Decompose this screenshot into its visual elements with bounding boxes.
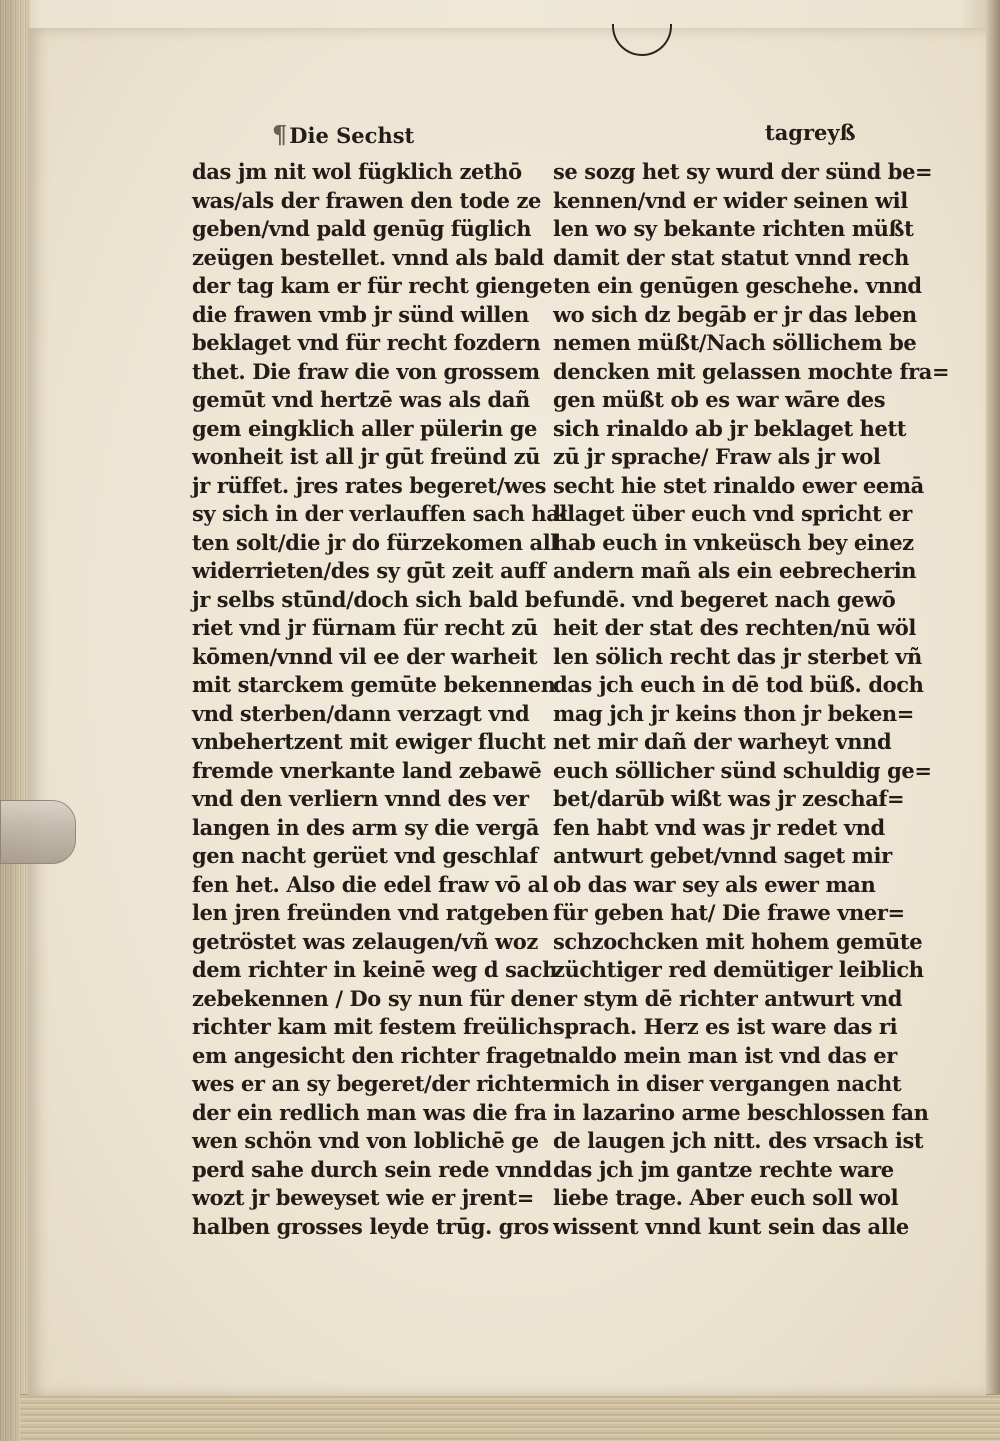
text-line: vnd den verliern vnnd des ver xyxy=(192,786,529,811)
page-tab-marker xyxy=(0,800,76,864)
right-text-column xyxy=(553,158,950,1241)
text-line: riet vnd jr fürnam für recht zū xyxy=(192,615,538,640)
text-line: das jch jm gantze rechte ware xyxy=(553,1156,894,1182)
text-line: naldo mein man ist vnd das er xyxy=(553,1042,897,1068)
text-line: gen nacht gerüet vnd geschlaf xyxy=(192,843,538,868)
text-line: mit starckem gemūte bekennen xyxy=(192,672,556,697)
text-line: er stym dē richter antwurt vnd xyxy=(553,985,903,1011)
text-line: kennen/vnd er wider seinen wil xyxy=(553,187,908,213)
text-line: wo sich dz begāb er jr das leben xyxy=(553,301,917,327)
text-line: secht hie stet rinaldo ewer eemā xyxy=(553,472,924,498)
text-line: liebe trage. Aber euch soll wol xyxy=(553,1185,899,1210)
text-line: was/als der frawen den tode ze xyxy=(192,187,542,213)
text-line: wissent vnnd kunt sein das alle xyxy=(553,1213,909,1239)
running-head-right: tagreyß xyxy=(765,120,856,145)
text-line: wes er an sy begeret/der richter xyxy=(192,1071,555,1096)
text-line: dencken mit gelassen mochte fra= xyxy=(553,358,950,384)
text-line: fremde vnerkante land zebawē xyxy=(192,757,542,783)
text-line: gem eingklich aller pülerin ge xyxy=(192,415,537,441)
text-line: der ein redlich man was die fra xyxy=(192,1099,547,1125)
text-line: mich in diser vergangen nacht xyxy=(553,1071,902,1096)
text-line: zeügen bestellet. vnnd als bald xyxy=(192,244,544,270)
text-line: andern mañ als ein eebrecherin xyxy=(553,558,917,583)
text-line: ten solt/die jr do fürzekomen all xyxy=(192,529,558,555)
book-page-edges-left xyxy=(0,0,30,1441)
text-line: halben grosses leyde trūg. gros xyxy=(192,1213,549,1239)
text-line: sy sich in der verlauffen sach hal xyxy=(192,501,568,526)
text-line: len jren freünden vnd ratgeben xyxy=(192,900,549,925)
text-line: hab euch in vnkeüsch bey einez xyxy=(553,529,914,555)
text-line: sprach. Herz es ist ware das ri xyxy=(553,1014,898,1039)
text-line: damit der stat statut vnnd rech xyxy=(553,244,909,270)
text-line: wozt jr beweyset wie er jrent= xyxy=(192,1185,534,1210)
text-line: antwurt gebet/vnnd saget mir xyxy=(553,843,892,868)
text-line: nemen müßt/Nach söllichem be xyxy=(553,330,917,355)
text-line: zebekennen / Do sy nun für den xyxy=(192,985,553,1011)
text-line: bet/darūb wißt was jr zeschaf= xyxy=(553,786,905,811)
running-head-left-text: Die Sechst xyxy=(289,123,415,148)
text-line: die frawen vmb jr sünd willen xyxy=(192,301,529,327)
text-line: richter kam mit festem freülich xyxy=(192,1014,553,1039)
text-line: getröstet was zelaugen/vñ woz xyxy=(192,928,538,954)
text-line: sich rinaldo ab jr beklaget hett xyxy=(553,415,907,441)
text-line: heit der stat des rechten/nū wöl xyxy=(553,615,916,640)
text-line: mag jch jr keins thon jr beken= xyxy=(553,700,914,726)
text-line: das jch euch in dē tod büß. doch xyxy=(553,672,924,697)
text-line: de laugen jch nitt. des vrsach ist xyxy=(553,1128,924,1153)
text-line: der tag kam er für recht gienge xyxy=(192,273,553,298)
text-line: ten ein genūgen geschehe. vnnd xyxy=(553,273,922,298)
text-line: jr rüffet. jres rates begeret/wes xyxy=(192,472,547,498)
text-line: geben/vnd pald genūg füglich xyxy=(192,216,532,241)
text-line: für geben hat/ Die frawe vner= xyxy=(553,900,905,925)
text-line: beklaget vnd für recht fozdern xyxy=(192,330,541,355)
text-line: züchtiger red demütiger leiblich xyxy=(553,957,924,982)
text-line: vnd sterben/dann verzagt vnd xyxy=(192,700,530,726)
text-line: fundē. vnd begeret nach gewō xyxy=(553,586,896,612)
running-head-left xyxy=(272,120,414,149)
pilcrow-icon: ¶ xyxy=(272,120,288,149)
text-line: em angesicht den richter fraget xyxy=(192,1042,555,1068)
text-line: das jm nit wol fügklich zethō xyxy=(192,159,522,184)
text-line: ob das war sey als ewer man xyxy=(553,871,876,897)
text-line: zū jr sprache/ Fraw als jr wol xyxy=(553,444,881,469)
text-line: in lazarino arme beschlossen fan xyxy=(553,1099,929,1125)
text-line: klaget über euch vnd spricht er xyxy=(553,501,912,526)
book-page-edges-bottom xyxy=(20,1394,1000,1441)
text-line: fen het. Also die edel fraw vō al xyxy=(192,871,549,897)
text-line: kōmen/vnnd vil ee der warheit xyxy=(192,643,538,669)
text-line: jr selbs stūnd/doch sich bald be xyxy=(192,586,553,612)
text-line: schzochcken mit hohem gemūte xyxy=(553,928,923,954)
text-line: perd sahe durch sein rede vnnd xyxy=(192,1156,552,1182)
text-line: vnbehertzent mit ewiger flucht xyxy=(192,729,546,754)
text-line: gen müßt ob es war wāre des xyxy=(553,387,886,412)
text-line: widerrieten/des sy gūt zeit auff xyxy=(192,558,546,583)
text-line: se sozg het sy wurd der sünd be= xyxy=(553,159,933,184)
text-line: wonheit ist all jr gūt freünd zū xyxy=(192,444,540,469)
text-line: len wo sy bekante richten müßt xyxy=(553,216,914,241)
text-line: fen habt vnd was jr redet vnd xyxy=(553,814,885,840)
left-text-column xyxy=(192,158,568,1241)
text-line: net mir dañ der warheyt vnnd xyxy=(553,729,892,754)
text-line: wen schön vnd von loblichē ge xyxy=(192,1128,539,1153)
text-line: euch söllicher sünd schuldig ge= xyxy=(553,757,932,783)
text-line: gemūt vnd hertzē was als dañ xyxy=(192,387,530,412)
text-line: langen in des arm sy die vergā xyxy=(192,814,539,840)
text-line: thet. Die fraw die von grossem xyxy=(192,358,540,384)
text-line: dem richter in keinē weg d sach xyxy=(192,957,558,982)
text-line: len sölich recht das jr sterbet vñ xyxy=(553,643,922,669)
